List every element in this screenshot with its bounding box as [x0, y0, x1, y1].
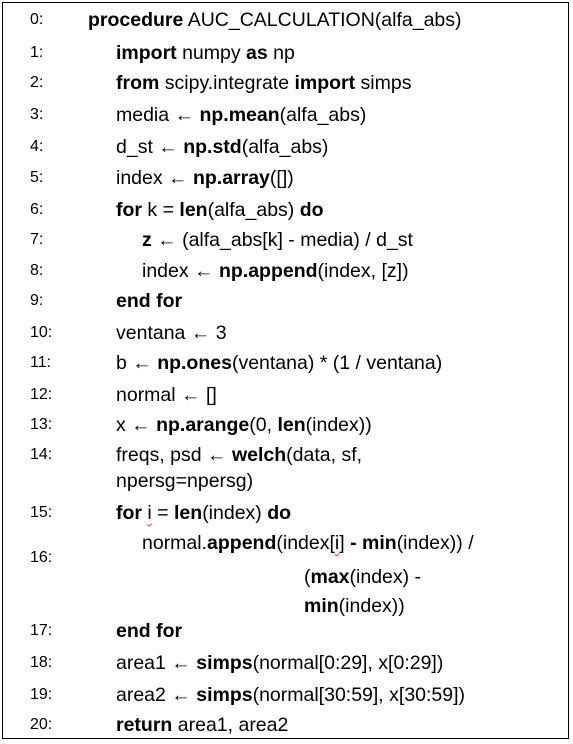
code-token: (ventana) * (1 / ventana): [231, 352, 443, 374]
keyword-token: do: [299, 199, 324, 221]
code-token: normal ← []: [116, 384, 217, 406]
code-token: freqs, psd ←: [116, 444, 232, 466]
code-text: [116, 166, 294, 190]
code-text: [142, 228, 413, 252]
code-text: [116, 501, 291, 525]
code-token: (index)): [338, 595, 405, 617]
code-text: [116, 651, 443, 675]
keyword-token: z: [142, 229, 152, 251]
keyword-token: simps: [196, 652, 253, 674]
code-token: (index)) /: [396, 532, 474, 554]
line-number: 14:: [30, 446, 53, 463]
keyword-token: - min: [350, 532, 397, 554]
line-number: 8:: [30, 262, 44, 279]
line-number: 19:: [30, 686, 53, 703]
code-text: [116, 383, 217, 407]
code-token: scipy.integrate: [159, 72, 295, 94]
code-token: (0,: [249, 414, 278, 436]
code-token: d_st ←: [116, 136, 184, 158]
code-token: np: [267, 42, 295, 64]
keyword-token: min: [304, 595, 339, 617]
line-number: 3:: [30, 106, 44, 123]
keyword-token: end for: [116, 290, 183, 312]
code-text: [116, 198, 324, 222]
line-number: 0:: [30, 11, 44, 28]
code-text: [304, 565, 421, 589]
line-number: 16:: [30, 549, 53, 566]
code-text: [88, 8, 462, 32]
code-token: (index)): [305, 414, 372, 436]
code-token: (normal[0:29], x[0:29]): [252, 652, 444, 674]
code-text: [116, 41, 295, 65]
keyword-token: np.arange: [156, 414, 250, 436]
code-token: area2 ←: [116, 684, 197, 706]
code-text: [116, 683, 465, 707]
code-text: [142, 531, 474, 555]
code-token: (data, sf,: [286, 444, 363, 466]
code-text: [116, 443, 362, 467]
keyword-token: np.mean: [199, 104, 280, 126]
keyword-token: do: [267, 502, 292, 524]
keyword-token: len: [277, 414, 306, 436]
line-number: 18:: [30, 654, 53, 671]
code-text: [304, 594, 405, 618]
code-token: simps: [355, 72, 412, 94]
code-token: ventana ← 3: [116, 322, 227, 344]
code-text: [116, 351, 442, 375]
line-number: 20:: [30, 716, 53, 733]
code-token: (normal[30:59], x[30:59]): [252, 684, 466, 706]
line-number: 17:: [30, 622, 53, 639]
code-token: (index): [202, 502, 268, 524]
line-number: 9:: [30, 292, 44, 309]
code-token: i: [147, 502, 152, 524]
line-number: 7:: [30, 231, 44, 248]
code-token: x ←: [116, 414, 157, 436]
keyword-token: append: [207, 532, 277, 554]
code-text: [116, 713, 288, 737]
code-token: ([]): [269, 167, 294, 189]
code-text: [116, 71, 411, 95]
keyword-token: procedure: [88, 9, 184, 31]
code-text: [142, 259, 409, 283]
keyword-token: np.std: [183, 136, 242, 158]
line-number: 5:: [30, 169, 44, 186]
keyword-token: np.append: [218, 260, 318, 282]
keyword-token: from: [116, 72, 160, 94]
keyword-token: import: [116, 42, 177, 64]
keyword-token: max: [310, 566, 350, 588]
code-token: numpy: [176, 42, 247, 64]
keyword-token: simps: [196, 684, 253, 706]
line-number: 13:: [30, 416, 53, 433]
code-token: (alfa_abs): [207, 199, 300, 221]
line-number: 15:: [30, 504, 53, 521]
code-token: (: [304, 566, 311, 588]
code-token: (index[: [276, 532, 335, 554]
line-number: 11:: [30, 354, 52, 371]
keyword-token: import: [294, 72, 356, 94]
line-number: 10:: [30, 324, 53, 341]
keyword-token: end for: [116, 620, 183, 642]
code-text: [116, 103, 366, 127]
code-text: [116, 619, 182, 643]
code-token: normal.: [142, 532, 208, 554]
line-number: 1:: [30, 44, 44, 61]
line-number: 6:: [30, 201, 44, 218]
code-token: k =: [142, 199, 180, 221]
line-number: 4:: [30, 138, 44, 155]
keyword-token: return: [116, 714, 173, 736]
code-token: media ←: [116, 104, 200, 126]
code-token: ← (alfa_abs[k] - media) / d_st: [151, 229, 413, 251]
code-token: area1, area2: [172, 714, 289, 736]
line-number: 12:: [30, 386, 53, 403]
keyword-token: for: [116, 502, 142, 524]
line-number: 2:: [30, 74, 44, 91]
code-token: index ←: [142, 260, 219, 282]
code-token: AUC_CALCULATION(alfa_abs): [183, 9, 462, 31]
code-token: (alfa_abs): [241, 136, 329, 158]
code-token: npersg=npersg): [116, 470, 254, 492]
code-text: [116, 135, 328, 159]
code-token: =: [151, 502, 174, 524]
code-text: [116, 413, 372, 437]
code-text: [116, 469, 253, 493]
code-token: (alfa_abs): [279, 104, 367, 126]
keyword-token: for: [116, 199, 142, 221]
code-token: b ←: [116, 352, 158, 374]
keyword-token: as: [246, 42, 268, 64]
keyword-token: np.array: [192, 167, 270, 189]
code-text: [116, 321, 227, 345]
keyword-token: welch: [231, 444, 287, 466]
code-token: area1 ←: [116, 652, 197, 674]
code-token: i: [334, 532, 340, 554]
code-token: ]: [339, 532, 351, 554]
code-token: (index, [z]): [317, 260, 409, 282]
keyword-token: np.ones: [157, 352, 232, 374]
code-text: [116, 289, 182, 313]
keyword-token: len: [174, 502, 203, 524]
code-token: (index) -: [349, 566, 422, 588]
keyword-token: len: [179, 199, 208, 221]
code-token: index ←: [116, 167, 193, 189]
